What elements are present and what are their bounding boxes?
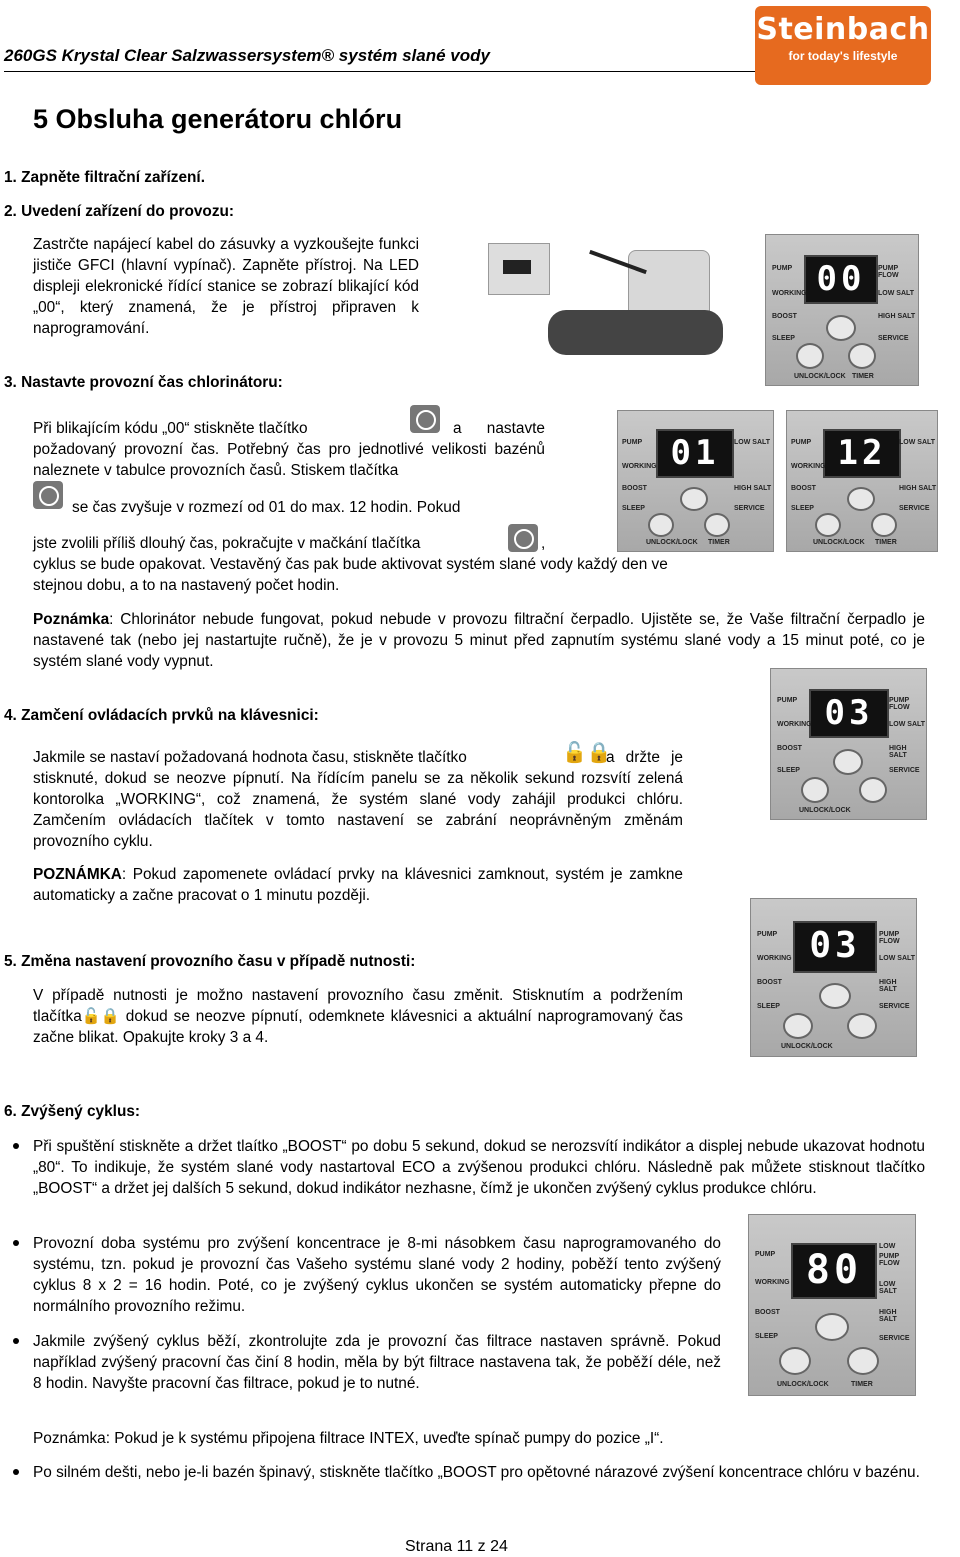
lock-button-image (648, 513, 674, 537)
pump-label: PUMP (777, 697, 798, 704)
display-value: 12 (837, 433, 887, 473)
step-3-text-d: cyklus se bude opakovat. Vestavěný čas pak bude aktivovat systém slané vody každý den ve stejnou dobu, a to na nastavený počet hodin. (33, 556, 668, 594)
step-3-text-c2: , (541, 535, 546, 552)
service-label: SERVICE (889, 767, 920, 774)
working-label: WORKING (755, 1279, 790, 1286)
bullet-2: Provozní doba systému pro zvýšení koncentrace je 8-mi násobkem času naprogramovaného do systému, tzn. pokud je provozní čas Vašeho systému slané vody 2 hodiny, poběží tento zvýšený cyklus 8 x 2 = 16 hodin. Poté, co je zvýšený cyklus ukončen se systém automaticky přepne do normálního provozního režimu. (33, 1235, 721, 1315)
bullet (13, 1143, 19, 1149)
boost-label: BOOST (777, 745, 802, 752)
low-salt-label: LOW SALT (734, 439, 771, 446)
step-4: 4. Zamčení ovládacích prvků na klávesnici: (4, 707, 319, 724)
unlock-lock-label: UNLOCK/LOCK (794, 373, 846, 380)
note-label: Poznámka (33, 611, 110, 628)
sleep-label: SLEEP (772, 335, 795, 342)
unlock-lock-label: UNLOCK/LOCK (646, 539, 698, 546)
low-salt-label: LOW SALT (899, 439, 936, 446)
high-salt-label: HIGH SALT (899, 485, 937, 492)
boost-label: BOOST (772, 313, 797, 320)
note-3: Poznámka: Pokud je k systému připojena filtrace INTEX, uveďte spínač pumpy do pozice „I“. (33, 1430, 664, 1447)
lock-button-image (796, 343, 824, 369)
step-3-text-a2: a nastavte požadovaný provozní čas. Potřebný čas pro jednotlivé velikosti bazénů naleznete v tabulce provozních časů. Stiskem tlačítka (33, 420, 545, 479)
high-salt-label: HIGH SALT (889, 745, 907, 759)
step-5-text-a1: V případě nutnosti je možno nastavení provozního času změnit. Stisknutím a podržením tlačítka (33, 987, 683, 1025)
timer-button-image (859, 777, 887, 803)
control-panel-image-03b (750, 898, 917, 1057)
display-value: 01 (670, 433, 720, 473)
timer-label: TIMER (852, 373, 874, 380)
boost-button-image (815, 1313, 849, 1341)
working-label: WORKING (791, 463, 826, 470)
timer-button-image (871, 513, 897, 537)
pump-label: PUMP (755, 1251, 776, 1258)
boost-label: BOOST (791, 485, 816, 492)
lock-button-image (783, 1013, 813, 1039)
boost-label: BOOST (755, 1309, 780, 1316)
logo-tagline: for today's lifestyle (788, 49, 898, 63)
step-5-text-a (33, 985, 683, 1048)
service-label: SERVICE (879, 1335, 910, 1342)
lock-button-image (779, 1347, 811, 1375)
high-salt-label: HIGH SALT (734, 485, 772, 492)
boost-label: BOOST (622, 485, 647, 492)
document-header-title: 260GS Krystal Clear Salzwassersystem® systém slané vody (4, 46, 490, 65)
step-3-text-a: Při blikajícím kódu „00“ stiskněte tlačítko (33, 420, 308, 437)
lock-button-image (801, 777, 829, 803)
working-label: WORKING (757, 955, 792, 962)
timer-label: TIMER (851, 1381, 873, 1388)
sleep-label: SLEEP (777, 767, 800, 774)
pump-label: PUMP (622, 439, 643, 446)
sleep-label: SLEEP (622, 505, 645, 512)
note-text: : Chlorinátor nebude fungovat, pokud nebude v provozu filtrační čerpadlo. Ujistěte se, že Vaše filtrační čerpadlo je nastavené tak (nebo jej nastartujte ručně), že je v provozu 5 minut před zapnutím systému slané vody a 15 minut poté, co je systém slané vody vypnut. (33, 611, 925, 670)
pump-label: PUMP (791, 439, 812, 446)
step-3-text-b: se čas zvyšuje v rozmezí od 01 do max. 12 hodin. Pokud (72, 499, 461, 516)
step-3-text-c: jste zvolili příliš dlouhý čas, pokračujte v mačkání tlačítka (33, 535, 421, 552)
bullet (13, 1240, 19, 1246)
pump-flow-label: PUMP FLOW (878, 265, 899, 279)
display-value: 03 (824, 693, 874, 733)
pump-flow-label: PUMP FLOW (889, 697, 910, 711)
timer-clock-icon (33, 481, 63, 509)
low-label: LOW (879, 1243, 896, 1250)
sleep-label: SLEEP (755, 1333, 778, 1340)
display-value: 00 (816, 259, 866, 299)
step-4-text-a: Jakmile se nastaví požadovaná hodnota času, stiskněte tlačítko (33, 749, 467, 766)
high-salt-label: HIGH SALT (879, 979, 897, 993)
steinbach-logo (755, 6, 931, 85)
display-value: 80 (805, 1247, 863, 1293)
lock-icon-inline: 🔓🔒 (81, 1008, 121, 1025)
unlock-lock-label: UNLOCK/LOCK (813, 539, 865, 546)
bullet-1: Při spuštění stiskněte a držet tlaítko „BOOST“ po dobu 5 sekund, dokud se nerozsvítí indikátor a displej nebude ukazovat hodnotu „80“. To indikuje, že systém slané vody nastartoval ECO a zvýšenou produkci chlóru. Následně pak můžete stisknout tlačítko „BOOST“ a držet jej dalších 5 sekund, dokud indikátor nezhasne, čímž je ukončen zvýšený cyklus produkce chlóru. (33, 1138, 925, 1197)
pump-flow-label: PUMP FLOW (879, 931, 900, 945)
pump-label: PUMP (757, 931, 778, 938)
high-salt-label: HIGH SALT (879, 1309, 897, 1323)
step-5: 5. Změna nastavení provozního času v případě nutnosti: (4, 953, 416, 970)
service-label: SERVICE (734, 505, 765, 512)
timer-clock-icon (508, 524, 538, 552)
step-3: 3. Nastavte provozní čas chlorinátoru: (4, 374, 283, 391)
timer-button-image (704, 513, 730, 537)
sleep-label: SLEEP (791, 505, 814, 512)
pump-label: PUMP (772, 265, 793, 272)
service-label: SERVICE (879, 1003, 910, 1010)
display-value: 03 (809, 925, 861, 966)
step-1: 1. Zapněte filtrační zařízení. (4, 169, 205, 186)
service-label: SERVICE (899, 505, 930, 512)
section-title: 5 Obsluha generátoru chlóru (33, 104, 403, 134)
note2-label: POZNÁMKA (33, 866, 122, 883)
note2-paragraph (33, 864, 683, 906)
unlock-lock-label: UNLOCK/LOCK (799, 807, 851, 814)
control-panel-image-01 (617, 410, 774, 552)
control-panel-image-12 (786, 410, 938, 552)
working-label: WORKING (777, 721, 812, 728)
timer-label: TIMER (875, 539, 897, 546)
unlock-lock-label: UNLOCK/LOCK (777, 1381, 829, 1388)
boost-button-image (819, 983, 851, 1009)
boost-button-image (680, 487, 708, 511)
step-5-text-a2: dokud se neozve pípnutí, odemknete klávesnici a aktuální naprogramovaný čas začne blikat. Opakujte kroky 3 a 4. (33, 1008, 683, 1046)
low-salt-label: LOW SALT (879, 1281, 897, 1295)
boost-button-image (847, 487, 875, 511)
bullet (13, 1338, 19, 1344)
working-label: WORKING (622, 463, 657, 470)
bullet (13, 1469, 19, 1475)
device-plug-image (488, 243, 550, 295)
chlorinator-device-image (548, 250, 728, 365)
low-salt-label: LOW SALT (879, 955, 916, 962)
boost-button-image (826, 315, 856, 341)
timer-label: TIMER (708, 539, 730, 546)
low-salt-label: LOW SALT (889, 721, 926, 728)
header-divider (4, 71, 756, 72)
sleep-label: SLEEP (757, 1003, 780, 1010)
lock-button-image (815, 513, 841, 537)
timer-button-image (847, 1347, 879, 1375)
step-4-text-a2: a držte je stisknuté, dokud se neozve pípnutí. Na řídícím panelu se za několik sekund rozsvítí zelená kontorolka „WORKING“, což znamená, že systém slané vody zahájil produkci chlóru. Zamčením ovládacích tlačítek v tomto nastavení se zabrání neoprávněným změnám provozního cyklu. (33, 749, 683, 850)
control-panel-image-00 (765, 234, 919, 386)
unlock-lock-label: UNLOCK/LOCK (781, 1043, 833, 1050)
note-paragraph (33, 609, 925, 672)
note2-text: : Pokud zapomenete ovládací prvky na klávesnici zamknout, systém je zamkne automaticky a začne pracovat o 1 minutu později. (33, 866, 683, 904)
boost-button-image (833, 749, 863, 775)
low-salt-label: LOW SALT (878, 290, 915, 297)
step-2-text: Zastrčte napájecí kabel do zásuvky a vyzkoušejte funkci jističe GFCI (hlavní vypínač). Zapněte přístroj. Na LED displeji elekronické řídící stanice se zobrazí blikající kód „00“, který znamená, že je přístroj připraven k naprogramování. (33, 236, 419, 337)
step-2: 2. Uvedení zařízení do provozu: (4, 203, 235, 220)
control-panel-image-80 (748, 1214, 916, 1396)
boost-label: BOOST (757, 979, 782, 986)
bullet-3: Jakmile zvýšený cyklus běží, zkontrolujte zda je provozní čas filtrace nastaven správně. Pokud například zvýšený pracovní čas činí 8 hodin, měla by být filtrace nastavena tak, že poběží déle, než 8 hodin. Navyšte pracovní čas filtrace, pokud je to nutné. (33, 1333, 721, 1392)
lock-unlock-icon: 🔓🔒 (562, 742, 612, 764)
service-label: SERVICE (878, 335, 909, 342)
pump-flow-label: PUMP FLOW (879, 1253, 900, 1267)
page-number: Strana 11 z 24 (405, 1538, 508, 1555)
timer-button-image (848, 343, 876, 369)
control-panel-image-03 (770, 668, 927, 820)
logo-name: Steinbach (756, 12, 930, 47)
high-salt-label: HIGH SALT (878, 313, 916, 320)
working-label: WORKING (772, 290, 807, 297)
timer-button-image (847, 1013, 877, 1039)
step-6: 6. Zvýšený cyklus: (4, 1103, 141, 1120)
bullet-4: Po silném dešti, nebo je-li bazén špinavý, stiskněte tlačítko „BOOST pro opětovné nárazové zvýšení koncentrace chlóru v bazénu. (33, 1464, 920, 1481)
